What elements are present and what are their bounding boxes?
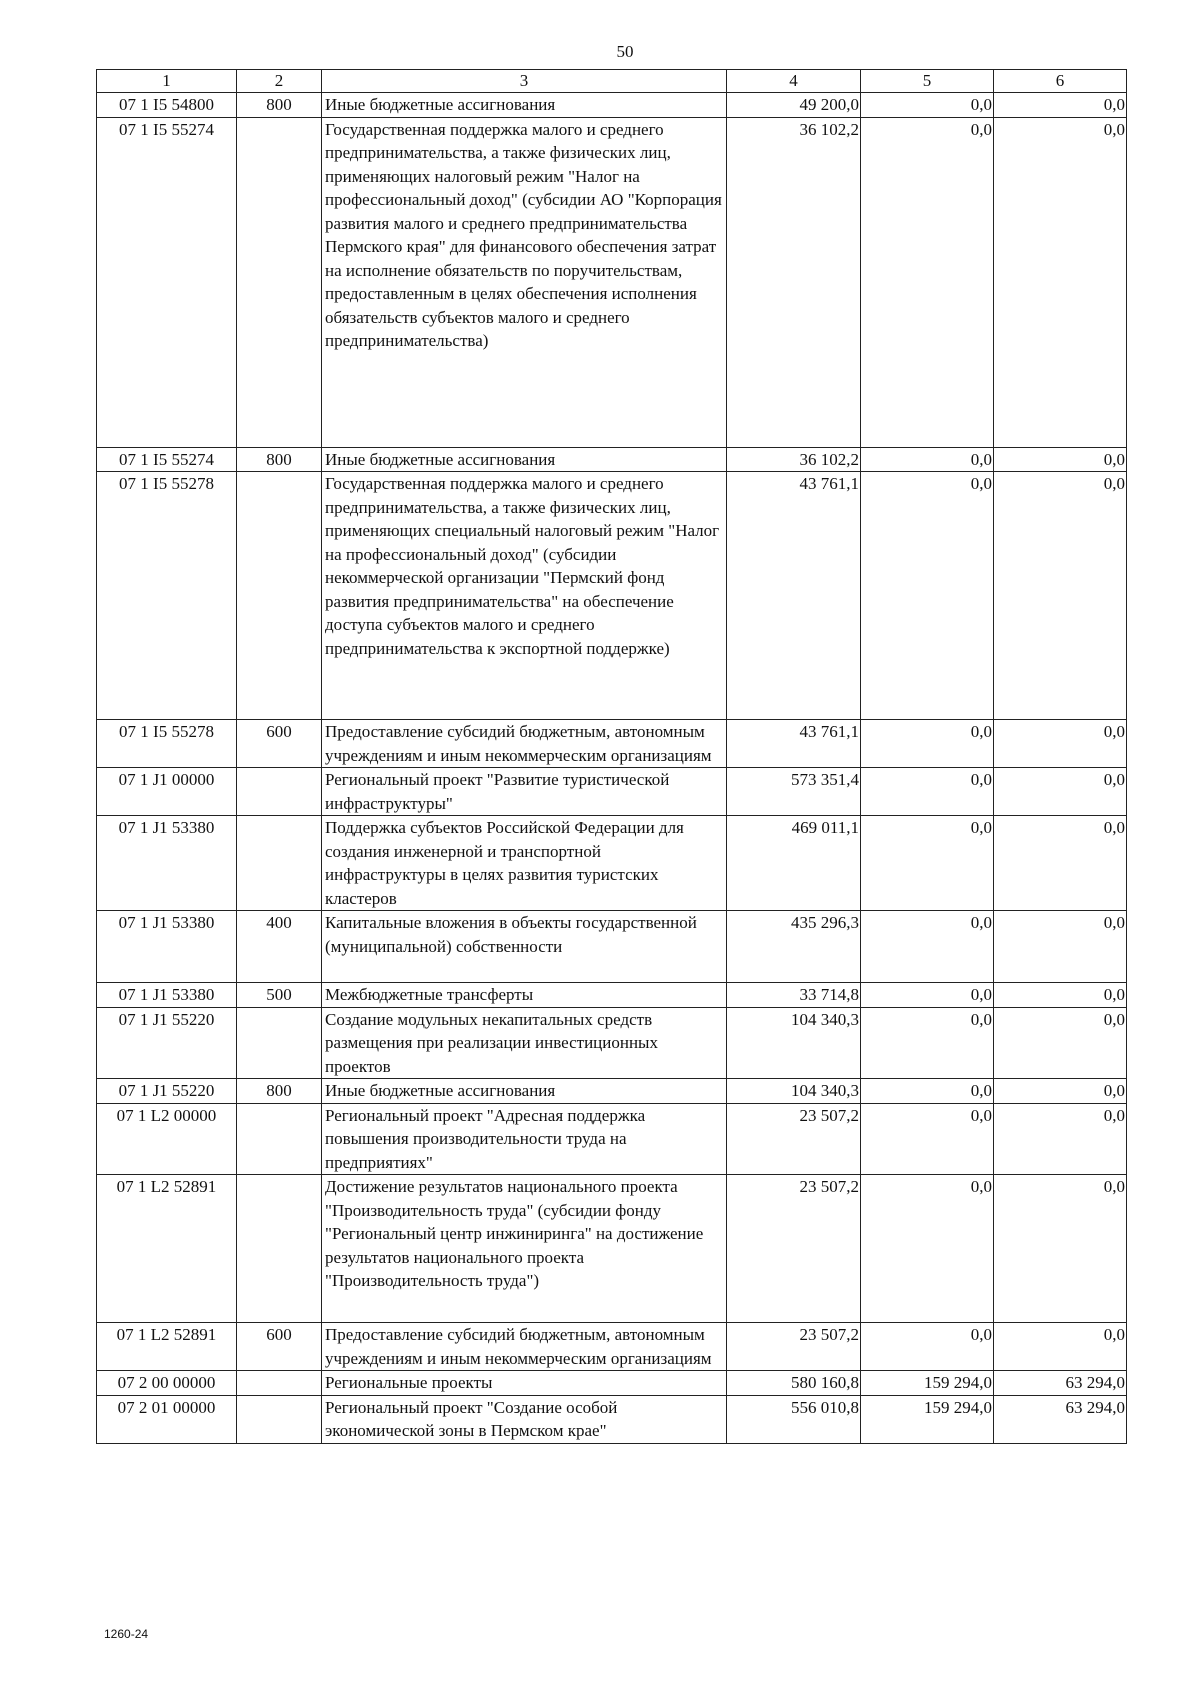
row-code: 07 1 J1 53380 [97, 983, 237, 1008]
row-expense-kind: 800 [237, 93, 322, 118]
table-row [97, 1103, 1127, 1175]
row-value-6: 0,0 [994, 1103, 1127, 1175]
row-code: 07 1 J1 55220 [97, 1007, 237, 1079]
row-value-5: 0,0 [861, 117, 994, 447]
row-expense-kind [237, 117, 322, 447]
row-value-5: 0,0 [861, 1079, 994, 1104]
row-expense-kind [237, 1175, 322, 1323]
row-name: Создание модульных некапитальных средств размещения при реализации инвестиционных проектов [322, 1007, 727, 1079]
row-name: Предоставление субсидий бюджетным, автономным учреждениям и иным некоммерческим организациям [322, 720, 727, 768]
row-value-4: 36 102,2 [727, 117, 861, 447]
column-header-5: 5 [861, 70, 994, 93]
column-header-6: 6 [994, 70, 1127, 93]
row-value-6: 0,0 [994, 472, 1127, 720]
row-name: Межбюджетные трансферты [322, 983, 727, 1008]
row-value-5: 0,0 [861, 93, 994, 118]
row-name: Региональный проект "Развитие туристической инфраструктуры" [322, 768, 727, 816]
row-code: 07 1 L2 00000 [97, 1103, 237, 1175]
row-name: Предоставление субсидий бюджетным, автономным учреждениям и иным некоммерческим организациям [322, 1323, 727, 1371]
row-name: Государственная поддержка малого и среднего предпринимательства, а также физических лиц, применяющих налоговый режим "Налог на профессиональный доход" (субсидии АО "Корпорация развития малого и среднего предпринимательства Пермского края" для финансового обеспечения затрат на исполнение обязательств по поручительствам, предоставленным в целях обеспечения исполнения обязательств субъектов малого и среднего предпринимательства) [322, 117, 727, 447]
row-expense-kind: 500 [237, 983, 322, 1008]
table-row [97, 1007, 1127, 1079]
row-expense-kind: 600 [237, 1323, 322, 1371]
row-name: Иные бюджетные ассигнования [322, 447, 727, 472]
row-code: 07 1 J1 53380 [97, 816, 237, 911]
column-header-3: 3 [322, 70, 727, 93]
row-value-5: 159 294,0 [861, 1371, 994, 1396]
row-value-5: 0,0 [861, 447, 994, 472]
row-name: Региональный проект "Адресная поддержка повышения производительности труда на предприятиях" [322, 1103, 727, 1175]
column-header-1: 1 [97, 70, 237, 93]
row-value-5: 0,0 [861, 983, 994, 1008]
row-name: Региональный проект "Создание особой экономической зоны в Пермском крае" [322, 1395, 727, 1443]
table-row [97, 1395, 1127, 1443]
row-value-4: 104 340,3 [727, 1007, 861, 1079]
row-value-6: 0,0 [994, 1007, 1127, 1079]
row-value-5: 0,0 [861, 768, 994, 816]
row-value-5: 0,0 [861, 720, 994, 768]
row-value-4: 36 102,2 [727, 447, 861, 472]
row-value-4: 23 507,2 [727, 1175, 861, 1323]
table-row [97, 911, 1127, 983]
row-value-5: 159 294,0 [861, 1395, 994, 1443]
row-value-5: 0,0 [861, 1103, 994, 1175]
row-expense-kind [237, 1395, 322, 1443]
row-name: Достижение результатов национального проекта "Производительность труда" (субсидии фонду "Региональный центр инжиниринга" на достижение результатов национального проекта "Производительность труда") [322, 1175, 727, 1323]
table-row [97, 447, 1127, 472]
row-code: 07 1 J1 53380 [97, 911, 237, 983]
row-value-4: 556 010,8 [727, 1395, 861, 1443]
row-value-4: 435 296,3 [727, 911, 861, 983]
row-value-4: 33 714,8 [727, 983, 861, 1008]
table-row [97, 720, 1127, 768]
row-value-4: 104 340,3 [727, 1079, 861, 1104]
row-value-5: 0,0 [861, 816, 994, 911]
row-code: 07 1 J1 55220 [97, 1079, 237, 1104]
column-header-2: 2 [237, 70, 322, 93]
row-expense-kind: 800 [237, 1079, 322, 1104]
table-row [97, 1175, 1127, 1323]
table-row [97, 472, 1127, 720]
column-header-4: 4 [727, 70, 861, 93]
row-value-4: 43 761,1 [727, 472, 861, 720]
row-expense-kind: 800 [237, 447, 322, 472]
row-value-6: 0,0 [994, 720, 1127, 768]
row-value-6: 0,0 [994, 117, 1127, 447]
row-value-5: 0,0 [861, 1007, 994, 1079]
row-expense-kind [237, 1103, 322, 1175]
row-value-5: 0,0 [861, 1323, 994, 1371]
table-row [97, 117, 1127, 447]
row-code: 07 1 L2 52891 [97, 1175, 237, 1323]
row-value-6: 63 294,0 [994, 1371, 1127, 1396]
row-value-6: 0,0 [994, 447, 1127, 472]
row-expense-kind [237, 472, 322, 720]
row-value-6: 0,0 [994, 93, 1127, 118]
row-code: 07 1 I5 55278 [97, 720, 237, 768]
row-code: 07 2 01 00000 [97, 1395, 237, 1443]
row-name: Поддержка субъектов Российской Федерации для создания инженерной и транспортной инфраструктуры в целях развития туристских кластеров [322, 816, 727, 911]
budget-table [96, 69, 1127, 1444]
table-header-row [97, 70, 1127, 93]
row-value-6: 63 294,0 [994, 1395, 1127, 1443]
row-code: 07 2 00 00000 [97, 1371, 237, 1396]
row-value-6: 0,0 [994, 1175, 1127, 1323]
row-value-4: 580 160,8 [727, 1371, 861, 1396]
row-name: Региональные проекты [322, 1371, 727, 1396]
row-code: 07 1 I5 55274 [97, 117, 237, 447]
row-code: 07 1 J1 00000 [97, 768, 237, 816]
row-value-4: 23 507,2 [727, 1323, 861, 1371]
row-expense-kind: 600 [237, 720, 322, 768]
row-expense-kind [237, 1371, 322, 1396]
table-row [97, 816, 1127, 911]
row-name: Государственная поддержка малого и среднего предпринимательства, а также физических лиц, применяющих специальный налоговый режим "Налог на профессиональный доход" (субсидии некоммерческой организации "Пермский фонд развития предпринимательства" на обеспечение доступа субъектов малого и среднего предпринимательства к экспортной поддержке) [322, 472, 727, 720]
row-value-4: 49 200,0 [727, 93, 861, 118]
row-expense-kind: 400 [237, 911, 322, 983]
table-row [97, 768, 1127, 816]
row-value-6: 0,0 [994, 983, 1127, 1008]
table-row [97, 1323, 1127, 1371]
row-value-6: 0,0 [994, 768, 1127, 816]
row-expense-kind [237, 816, 322, 911]
row-value-4: 23 507,2 [727, 1103, 861, 1175]
row-name: Иные бюджетные ассигнования [322, 1079, 727, 1104]
row-expense-kind [237, 768, 322, 816]
row-value-6: 0,0 [994, 1079, 1127, 1104]
row-expense-kind [237, 1007, 322, 1079]
row-value-5: 0,0 [861, 472, 994, 720]
row-code: 07 1 L2 52891 [97, 1323, 237, 1371]
table-row [97, 1371, 1127, 1396]
row-name: Иные бюджетные ассигнования [322, 93, 727, 118]
row-code: 07 1 I5 55274 [97, 447, 237, 472]
page-number: 50 [616, 42, 634, 61]
row-value-4: 469 011,1 [727, 816, 861, 911]
row-code: 07 1 I5 54800 [97, 93, 237, 118]
row-value-6: 0,0 [994, 1323, 1127, 1371]
row-value-6: 0,0 [994, 816, 1127, 911]
row-value-5: 0,0 [861, 911, 994, 983]
row-value-4: 43 761,1 [727, 720, 861, 768]
row-code: 07 1 I5 55278 [97, 472, 237, 720]
row-value-4: 573 351,4 [727, 768, 861, 816]
document-footer-code: 1260-24 [104, 1627, 149, 1641]
table-row [97, 1079, 1127, 1104]
row-name: Капитальные вложения в объекты государственной (муниципальной) собственности [322, 911, 727, 983]
table-row [97, 93, 1127, 118]
row-value-6: 0,0 [994, 911, 1127, 983]
table-row [97, 983, 1127, 1008]
row-value-5: 0,0 [861, 1175, 994, 1323]
